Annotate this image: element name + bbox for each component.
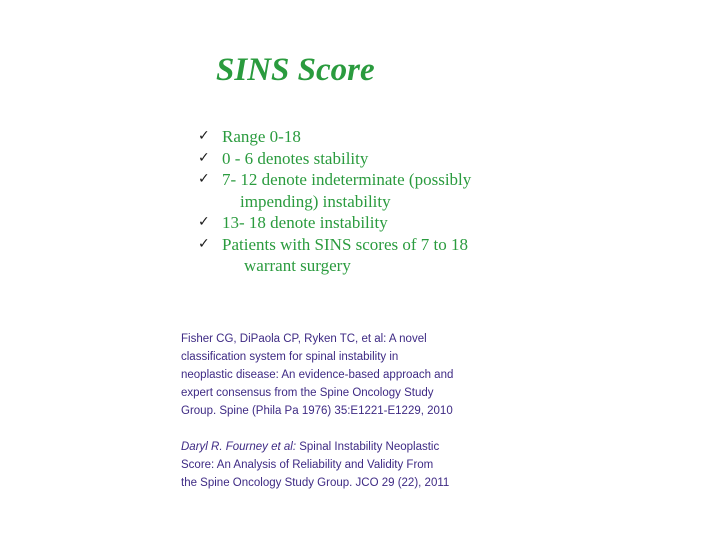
check-mark-icon: ✓	[198, 235, 210, 252]
bullet-text	[222, 234, 468, 277]
references	[181, 330, 501, 492]
bullet-text: Range 0-18	[222, 127, 301, 146]
bullet-text: 13- 18 denote instability	[222, 213, 388, 232]
bullet-line: Patients with SINS scores of 7 to 18	[222, 234, 469, 254]
bullet-text: 0 - 6 denotes stability	[222, 148, 369, 168]
list-item	[198, 234, 471, 277]
bullet-continuation: impending) instability	[240, 191, 391, 211]
bullet-list	[198, 126, 471, 277]
list-item	[198, 126, 471, 148]
reference-author: Daryl R. Fourney et al:	[181, 441, 297, 453]
bullet-text	[222, 169, 471, 212]
check-mark-icon: ✓	[198, 214, 210, 230]
check-mark-icon: ✓	[198, 171, 210, 187]
reference-line: classification system for spinal instability in	[181, 351, 399, 363]
slide-title: SINS Score	[216, 52, 375, 88]
reference-line: Fisher CG, DiPaola CP, Ryken TC, et al: A novel	[181, 333, 427, 345]
bullet-line: 7- 12 denote indeterminate (possibly	[222, 170, 472, 189]
list-item	[198, 212, 471, 234]
reference-line: expert consensus from the Spine Oncology Study	[181, 387, 434, 399]
check-mark-icon: ✓	[198, 149, 210, 166]
reference-line: neoplastic disease: An evidence-based approach and	[181, 369, 454, 381]
list-item	[198, 169, 471, 212]
reference-spacer	[181, 420, 501, 438]
bullet-continuation: warrant surgery	[244, 256, 351, 275]
reference-line	[181, 438, 501, 456]
list-item	[198, 148, 471, 170]
check-mark-icon: ✓	[198, 128, 210, 144]
reference-line: Score: An Analysis of Reliability and Validity From	[181, 459, 434, 471]
reference-fisher	[181, 330, 501, 420]
reference-line: the Spine Oncology Study Group. JCO 29 (22), 2011	[181, 477, 450, 489]
reference-title-start: Spinal Instability Neoplastic	[296, 441, 440, 453]
reference-line: Group. Spine (Phila Pa 1976) 35:E1221-E1229, 2010	[181, 405, 453, 417]
reference-fourney	[181, 438, 501, 492]
